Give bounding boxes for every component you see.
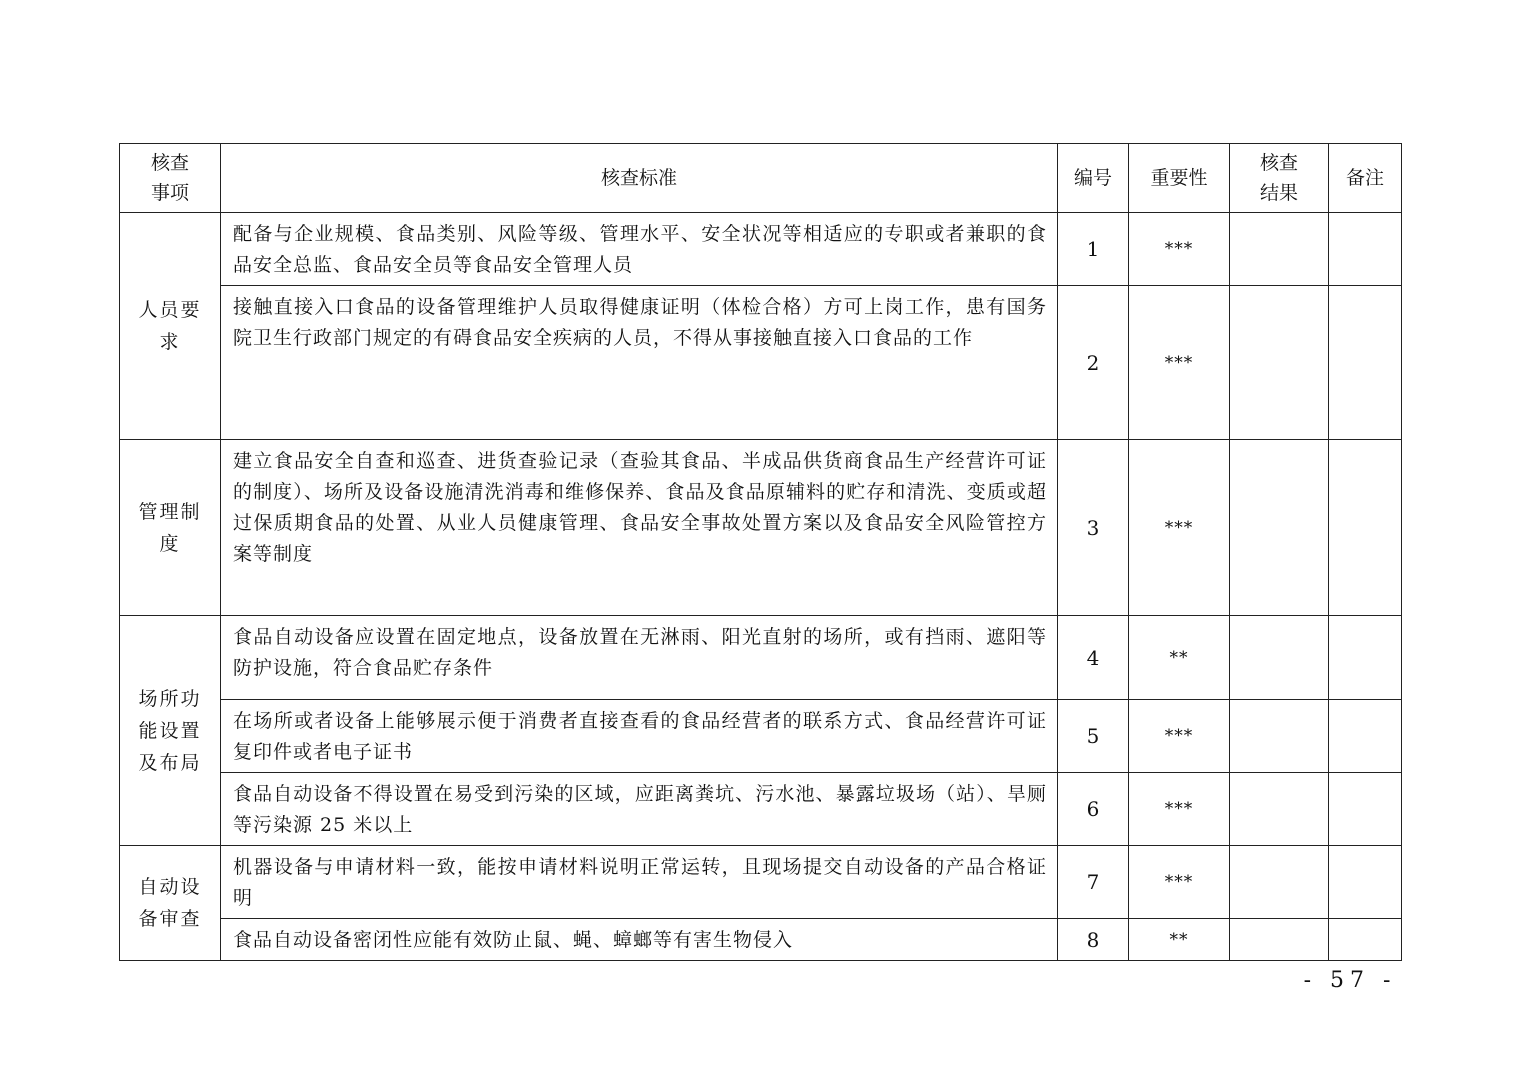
- remark-cell[interactable]: [1329, 700, 1402, 773]
- standard-cell: 食品自动设备应设置在固定地点，设备放置在无淋雨、阳光直射的场所，或有挡雨、遮阳等防护设施，符合食品贮存条件: [221, 616, 1058, 700]
- number-cell: 4: [1058, 616, 1129, 700]
- table-row: [120, 286, 1402, 440]
- standard-cell: 建立食品安全自查和巡查、进货查验记录（查验其食品、半成品供货商食品生产经营许可证的制度）、场所及设备设施清洗消毒和维修保养、食品及食品原辅料的贮存和清洗、变质或超过保质期食品的处置、从业人员健康管理、食品安全事故处置方案以及食品安全风险管控方案等制度: [221, 440, 1058, 616]
- result-cell[interactable]: [1230, 213, 1329, 286]
- importance-cell: ***: [1129, 440, 1230, 616]
- table-header-row: [120, 144, 1402, 213]
- inspection-table: [119, 143, 1402, 961]
- standard-cell: 接触直接入口食品的设备管理维护人员取得健康证明（体检合格）方可上岗工作，患有国务院卫生行政部门规定的有碍食品安全疾病的人员，不得从事接触直接入口食品的工作: [221, 286, 1058, 440]
- importance-cell: ***: [1129, 213, 1230, 286]
- table-row: [120, 773, 1402, 846]
- importance-cell: **: [1129, 616, 1230, 700]
- header-number: 编号: [1058, 144, 1129, 213]
- result-cell[interactable]: [1230, 846, 1329, 919]
- number-cell: 2: [1058, 286, 1129, 440]
- result-cell[interactable]: [1230, 919, 1329, 961]
- header-result: 核查结果: [1230, 144, 1329, 213]
- header-remark: 备注: [1329, 144, 1402, 213]
- header-standard: 核查标准: [221, 144, 1058, 213]
- result-cell[interactable]: [1230, 700, 1329, 773]
- result-cell[interactable]: [1230, 616, 1329, 700]
- importance-cell: ***: [1129, 846, 1230, 919]
- standard-cell: 食品自动设备密闭性应能有效防止鼠、蝇、蟑螂等有害生物侵入: [221, 919, 1058, 961]
- header-importance: 重要性: [1129, 144, 1230, 213]
- category-cell: 人员要求: [120, 213, 221, 440]
- standard-cell: 在场所或者设备上能够展示便于消费者直接查看的食品经营者的联系方式、食品经营许可证复印件或者电子证书: [221, 700, 1058, 773]
- table-row: [120, 616, 1402, 700]
- table-row: [120, 440, 1402, 616]
- result-cell[interactable]: [1230, 440, 1329, 616]
- standard-cell: 机器设备与申请材料一致，能按申请材料说明正常运转，且现场提交自动设备的产品合格证明: [221, 846, 1058, 919]
- number-cell: 7: [1058, 846, 1129, 919]
- importance-cell: ***: [1129, 700, 1230, 773]
- remark-cell[interactable]: [1329, 440, 1402, 616]
- remark-cell[interactable]: [1329, 286, 1402, 440]
- result-cell[interactable]: [1230, 773, 1329, 846]
- standard-cell: 食品自动设备不得设置在易受到污染的区域，应距离粪坑、污水池、暴露垃圾场（站）、旱厕等污染源 25 米以上: [221, 773, 1058, 846]
- importance-cell: ***: [1129, 773, 1230, 846]
- table-row: [120, 846, 1402, 919]
- result-cell[interactable]: [1230, 286, 1329, 440]
- number-cell: 3: [1058, 440, 1129, 616]
- table-row: [120, 919, 1402, 961]
- page-number: - 57 -: [1303, 968, 1397, 993]
- category-cell: 自动设备审查: [120, 846, 221, 961]
- remark-cell[interactable]: [1329, 213, 1402, 286]
- remark-cell[interactable]: [1329, 773, 1402, 846]
- header-category: 核查事项: [120, 144, 221, 213]
- remark-cell[interactable]: [1329, 919, 1402, 961]
- table-row: [120, 213, 1402, 286]
- category-cell: 场所功能设置及布局: [120, 616, 221, 846]
- standard-cell: 配备与企业规模、食品类别、风险等级、管理水平、安全状况等相适应的专职或者兼职的食品安全总监、食品安全员等食品安全管理人员: [221, 213, 1058, 286]
- remark-cell[interactable]: [1329, 846, 1402, 919]
- number-cell: 8: [1058, 919, 1129, 961]
- category-cell: 管理制度: [120, 440, 221, 616]
- table-row: [120, 700, 1402, 773]
- number-cell: 5: [1058, 700, 1129, 773]
- importance-cell: **: [1129, 919, 1230, 961]
- remark-cell[interactable]: [1329, 616, 1402, 700]
- number-cell: 6: [1058, 773, 1129, 846]
- number-cell: 1: [1058, 213, 1129, 286]
- importance-cell: ***: [1129, 286, 1230, 440]
